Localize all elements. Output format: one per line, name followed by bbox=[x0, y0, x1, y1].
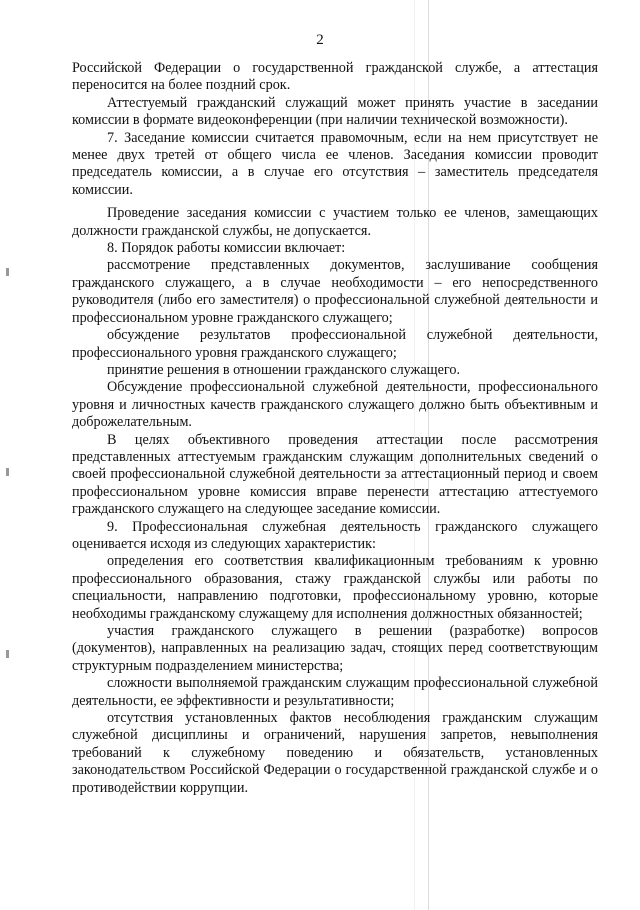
paragraph: Обсуждение профессиональной служебной деятельности, профессионального уровня и личностных качеств гражданского служащего должно быть объективным и доброжелательным. bbox=[72, 379, 598, 431]
paragraph: 9. Профессиональная служебная деятельность гражданского служащего оценивается исходя из следующих характеристик: bbox=[72, 518, 598, 552]
paragraph: участия гражданского служащего в решении (разработке) вопросов (документов), направленных на реализацию задач, стоящих перед соответствующим структурным подразделением министерства; bbox=[72, 623, 598, 674]
paragraph: сложности выполняемой гражданским служащим профессиональной служебной деятельности, ее эффективности и результативности; bbox=[72, 675, 598, 709]
paragraph: 8. Порядок работы комиссии включает: bbox=[107, 240, 346, 257]
paragraph: 7. Заседание комиссии считается правомочным, если на нем присутствует не менее двух третей от общего числа ее членов. Заседания комиссии проводит председатель комиссии, а в случае его отсутствия – заместитель председателя комиссии. bbox=[72, 129, 598, 198]
paragraph: В целях объективного проведения аттестации после рассмотрения представленных аттестуемым гражданским служащим дополнительных сведений о своей профессиональной служебной деятельности за аттестационный период и своем профессиональном уровне комиссия вправе перенести аттестацию аттестуемого гражданского служащего на следующее заседание комиссии. bbox=[72, 431, 598, 518]
document-body bbox=[72, 60, 598, 797]
paragraph: обсуждение результатов профессиональной служебной деятельности, профессионального уровня гражданского служащего; bbox=[72, 327, 598, 361]
paragraph: Проведение заседания комиссии с участием только ее членов, замещающих должности гражданской службы, не допускается. bbox=[72, 205, 598, 239]
paragraph: определения его соответствия квалификационным требованиям к уровню профессионального образования, стажу гражданской службы или работы по специальности, направлению подготовки, профессиональному уровню, которые необходимы гражданскому служащему для исполнения должностных обязанностей; bbox=[72, 553, 598, 622]
page-number: 2 bbox=[316, 32, 324, 48]
paragraph: рассмотрение представленных документов, заслушивание сообщения гражданского служащего, а в случае необходимости – его непосредственного руководителя (либо его заместителя) о профессиональной служебной деятельности и профессиональном уровне гражданского служащего; bbox=[72, 257, 598, 326]
paragraph: Аттестуемый гражданский служащий может принять участие в заседании комиссии в формате видеоконференции (при наличии технической возможности). bbox=[72, 94, 598, 129]
paragraph: отсутствия установленных фактов несоблюдения гражданским служащим служебной дисциплины и ограничений, нарушения запретов, невыполнения требований к служебному поведению и обязательств, установленных законодательством Российской Федерации о государственной гражданской службе и о противодействии коррупции. bbox=[72, 710, 598, 796]
scan-artifact-mark bbox=[6, 650, 9, 658]
paragraph: Российской Федерации о государственной гражданской службе, а аттестация переносится на более поздний срок. bbox=[72, 60, 598, 94]
paragraph: принятие решения в отношении гражданского служащего. bbox=[107, 361, 460, 378]
scan-artifact-mark bbox=[6, 268, 9, 276]
scan-artifact-mark bbox=[6, 468, 9, 476]
